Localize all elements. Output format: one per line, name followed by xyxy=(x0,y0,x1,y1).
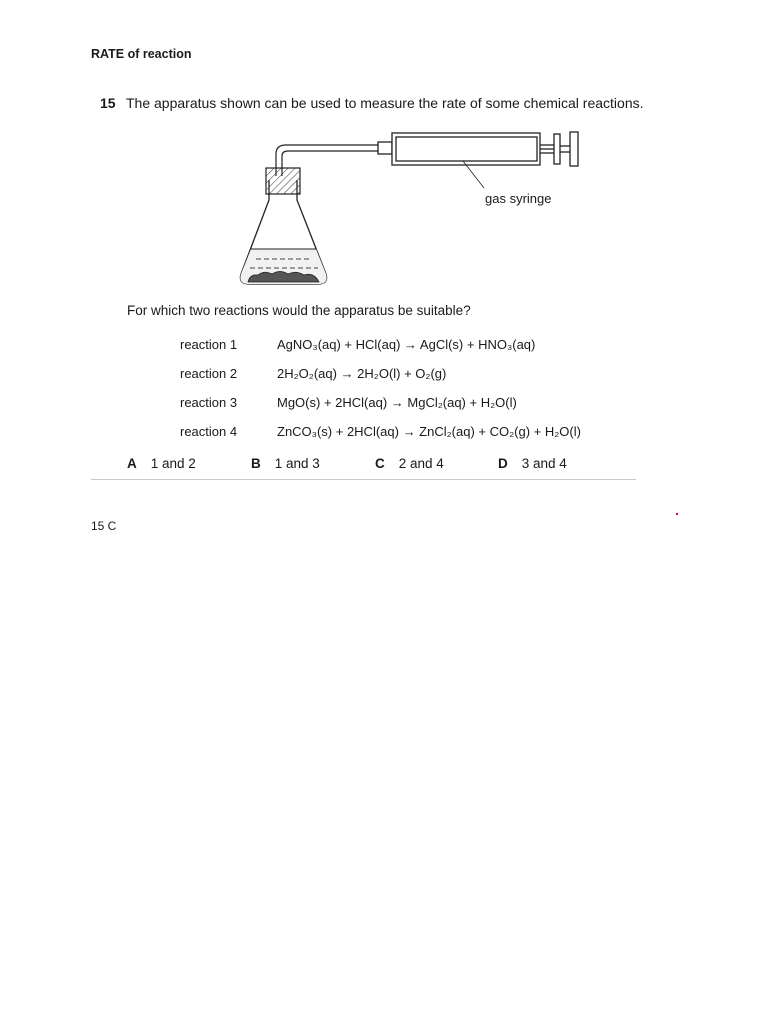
reaction-equation: AgNO₃(aq) + HCl(aq) → AgCl(s) + HNO₃(aq) xyxy=(277,337,536,352)
reaction-row-2 xyxy=(180,366,446,381)
gas-syringe xyxy=(378,132,578,188)
option-letter: A xyxy=(127,456,137,471)
reaction-equation: ZnCO₃(s) + 2HCl(aq) → ZnCl₂(aq) + CO₂(g) + H₂O(l) xyxy=(277,424,581,439)
option-c[interactable] xyxy=(375,456,444,471)
reaction-name: reaction 2 xyxy=(180,366,238,381)
bung xyxy=(266,168,300,194)
option-letter: B xyxy=(251,456,261,471)
document-heading: RATE of reaction xyxy=(91,47,192,61)
option-text: 1 and 2 xyxy=(150,456,196,471)
conical-flask xyxy=(240,168,326,284)
option-text: 1 and 3 xyxy=(274,456,320,471)
option-letter: C xyxy=(375,456,385,471)
reaction-name: reaction 3 xyxy=(180,395,238,410)
question-text: The apparatus shown can be used to measure the rate of some chemical reactions. xyxy=(126,95,644,111)
reaction-row-4 xyxy=(180,424,581,439)
question-number: 15 xyxy=(100,95,116,111)
reaction-row-3 xyxy=(180,395,517,410)
option-b[interactable] xyxy=(251,456,320,471)
option-a[interactable] xyxy=(127,456,196,471)
reaction-name: reaction 4 xyxy=(180,424,238,439)
gas-syringe-label: gas syringe xyxy=(485,191,552,206)
option-text: 3 and 4 xyxy=(521,456,567,471)
divider xyxy=(91,479,636,480)
option-d[interactable] xyxy=(498,456,567,471)
answer-note: 15 C xyxy=(91,519,117,533)
red-mark xyxy=(676,513,678,515)
reaction-row-1 xyxy=(180,337,535,352)
reaction-equation: MgO(s) + 2HCl(aq) → MgCl₂(aq) + H₂O(l) xyxy=(277,395,517,410)
reaction-equation: 2H₂O₂(aq) → 2H₂O(l) + O₂(g) xyxy=(277,366,447,381)
reaction-name: reaction 1 xyxy=(180,337,238,352)
apparatus-diagram xyxy=(236,128,586,293)
option-text: 2 and 4 xyxy=(398,456,444,471)
question-prompt: For which two reactions would the apparatus be suitable? xyxy=(127,303,471,318)
question-line xyxy=(100,95,644,111)
option-letter: D xyxy=(498,456,508,471)
